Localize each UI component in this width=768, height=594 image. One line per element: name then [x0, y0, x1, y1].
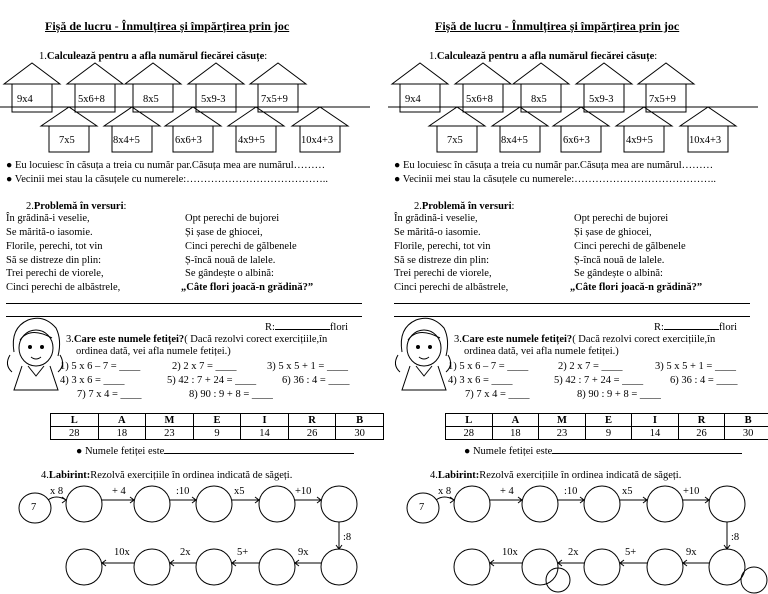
maze-start: 7: [419, 502, 425, 513]
op: 1) 5 x 6 – 7 = ____: [448, 361, 529, 372]
house-label: 8x5: [531, 94, 547, 105]
poem-line: Florile, perechi, tot vin: [6, 241, 103, 252]
code-letter: I: [241, 414, 289, 427]
poem-line: Se gândește o albină:: [185, 268, 274, 279]
poem-line: Să se distreze din plin:: [394, 255, 490, 266]
house-label: 8x4+5: [113, 135, 140, 146]
code-table: [50, 413, 384, 440]
ex1-heading: 1.Calculează pentru a afla numărul fiecărei căsuțe:: [39, 51, 268, 62]
ex4-heading: 4.Labirint:Rezolvă exercițiile în ordinea indicată de săgeți.: [41, 470, 293, 481]
house-label: 8x4+5: [501, 135, 528, 146]
poem-line: Cinci perechi de albăstrele,: [6, 282, 121, 293]
op: 7) 7 x 4 = ____: [77, 389, 142, 400]
code-letter: B: [336, 414, 384, 427]
ex1-line1: ● Eu locuiesc în căsuța a treia cu număr par.Căsuța mea are numărul………: [6, 160, 326, 171]
code-number: 30: [336, 427, 384, 440]
house-label: 7x5+9: [649, 94, 676, 105]
poem-line: Cinci perechi de gălbenele: [185, 241, 297, 252]
poem-question: „Câte flori joacă-n grădină?”: [570, 282, 703, 293]
poem-line: În grădină-i veselie,: [6, 213, 90, 224]
op: 6) 36 : 4 = ____: [670, 375, 738, 386]
maze-op: 10x: [114, 547, 130, 558]
code-letter: E: [585, 414, 631, 427]
answer-label: R: flori: [265, 322, 348, 333]
house-label: 10x4+3: [301, 135, 334, 146]
ex2-heading: 2.Problemă în versuri:: [26, 201, 127, 212]
maze-op: :8: [343, 532, 352, 543]
house-label: 7x5: [447, 135, 463, 146]
code-number: 23: [146, 427, 194, 440]
poem-line: Cinci perechi de gălbenele: [574, 241, 686, 252]
op: 8) 90 : 9 + 8 = ____: [189, 389, 273, 400]
maze-op: 2x: [180, 547, 191, 558]
house-label: 5x9-3: [589, 94, 614, 105]
house-label: 5x6+8: [466, 94, 493, 105]
maze-op: +10: [295, 486, 312, 497]
poem-line: Ș-încă nouă de lalele.: [185, 255, 276, 266]
maze-op: +10: [683, 486, 700, 497]
op: 4) 3 x 6 = ____: [448, 375, 513, 386]
op: 5) 42 : 7 + 24 = ____: [554, 375, 644, 386]
code-letter: A: [492, 414, 539, 427]
maze-start: 7: [31, 502, 37, 513]
code-number: 9: [193, 427, 241, 440]
maze-op: 9x: [298, 547, 309, 558]
maze-op: 5+: [625, 547, 637, 558]
house-label: 5x9-3: [201, 94, 226, 105]
answer-line: [6, 316, 362, 317]
answer-line: [6, 303, 362, 304]
op: 8) 90 : 9 + 8 = ____: [577, 389, 661, 400]
maze-op: :10: [176, 486, 190, 497]
code-letter: M: [539, 414, 586, 427]
code-letter: I: [632, 414, 679, 427]
ex3-heading: 3.Care este numele fetiței?( Dacă rezolvi corect exercițiile,în: [454, 334, 716, 345]
worksheet-title: Fișă de lucru - Înmulțirea și împărțirea prin joc: [435, 19, 680, 33]
maze-op: 5+: [237, 547, 249, 558]
op: 3) 5 x 5 + 1 = ____: [267, 361, 348, 372]
poem-line: Florile, perechi, tot vin: [394, 241, 491, 252]
worksheet-title: Fișă de lucru - Înmulțirea și împărțirea prin joc: [45, 19, 290, 33]
code-letter: R: [288, 414, 336, 427]
code-number: 14: [241, 427, 289, 440]
op: 2) 2 x 7 = ____: [558, 361, 623, 372]
code-letter: E: [193, 414, 241, 427]
poem-line: Se mărită-o iasomie.: [394, 227, 481, 238]
poem-question: „Câte flori joacă-n grădină?”: [181, 282, 314, 293]
code-number: 28: [446, 427, 493, 440]
worksheet-right: [388, 0, 768, 594]
ex3-instructions: ordinea dată, vei afla numele fetiței.): [464, 346, 619, 357]
house-label: 8x5: [143, 94, 159, 105]
ex1-line2: ● Vecinii mei stau la căsuțele cu numerele:…………………………………..: [6, 174, 328, 185]
code-letter: M: [146, 414, 194, 427]
code-table: [445, 413, 768, 440]
code-number: 14: [632, 427, 679, 440]
poem-line: Opt perechi de bujorei: [574, 213, 669, 224]
code-number: 26: [288, 427, 336, 440]
house-label: 10x4+3: [689, 135, 722, 146]
maze-op: 9x: [686, 547, 697, 558]
answer-line: [394, 303, 750, 304]
house-label: 4x9+5: [626, 135, 653, 146]
ex2-heading: 2.Problemă în versuri:: [414, 201, 515, 212]
ex3-instructions: ordinea dată, vei afla numele fetiței.): [76, 346, 231, 357]
ex1-line2: ● Vecinii mei stau la căsuțele cu numerele:…………………………………..: [394, 174, 716, 185]
poem-line: În grădină-i veselie,: [394, 213, 478, 224]
poem-line: Cinci perechi de albăstrele,: [394, 282, 509, 293]
code-letter: R: [678, 414, 725, 427]
code-number: 18: [98, 427, 146, 440]
ex4-heading: 4.Labirint:Rezolvă exercițiile în ordinea indicată de săgeți.: [430, 470, 682, 481]
poem-line: Și șase de ghiocei,: [574, 227, 652, 238]
op: 7) 7 x 4 = ____: [465, 389, 530, 400]
house-label: 5x6+8: [78, 94, 105, 105]
poem-line: Trei perechi de viorele,: [394, 268, 492, 279]
maze-op: + 4: [112, 486, 126, 497]
house-label: 6x6+3: [175, 135, 202, 146]
maze-op: x 8: [50, 486, 64, 497]
ex1-heading: 1.Calculează pentru a afla numărul fiecărei căsuțe:: [429, 51, 658, 62]
op: 1) 5 x 6 – 7 = ____: [60, 361, 141, 372]
code-letter: B: [725, 414, 768, 427]
maze-op: x 8: [438, 486, 452, 497]
maze-op: 2x: [568, 547, 579, 558]
maze-op: x5: [622, 486, 633, 497]
worksheet-graphics: [388, 0, 768, 594]
code-number: 30: [725, 427, 768, 440]
code-number: 9: [585, 427, 631, 440]
code-number: 26: [678, 427, 725, 440]
maze-op: x5: [234, 486, 245, 497]
house-label: 7x5: [59, 135, 75, 146]
op: 6) 36 : 4 = ____: [282, 375, 350, 386]
code-letter: A: [98, 414, 146, 427]
maze-op: :10: [564, 486, 578, 497]
answer-label: R: flori: [654, 322, 737, 333]
girl-illustration: [7, 318, 62, 390]
ex3-heading: 3.Care este numele fetiței?( Dacă rezolvi corect exercițiile,în: [66, 334, 328, 345]
poem-line: Opt perechi de bujorei: [185, 213, 280, 224]
poem-line: Se mărită-o iasomie.: [6, 227, 93, 238]
house-label: 4x9+5: [238, 135, 265, 146]
name-line: ● Numele fetiței este: [464, 444, 742, 458]
answer-line: [394, 316, 750, 317]
girl-illustration: [395, 318, 450, 390]
code-letter: L: [51, 414, 99, 427]
name-line: ● Numele fetiței este: [76, 444, 354, 458]
poem-line: Se gândește o albină:: [574, 268, 663, 279]
op: 3) 5 x 5 + 1 = ____: [655, 361, 736, 372]
house-label: 7x5+9: [261, 94, 288, 105]
ex1-line1: ● Eu locuiesc în căsuța a treia cu număr par.Căsuța mea are numărul………: [394, 160, 714, 171]
maze-graphics: [407, 486, 767, 593]
house-label: 9x4: [405, 94, 421, 105]
maze-graphics: [19, 486, 357, 585]
op: 5) 42 : 7 + 24 = ____: [167, 375, 257, 386]
poem-line: Trei perechi de viorele,: [6, 268, 104, 279]
op: 2) 2 x 7 = ____: [172, 361, 237, 372]
maze-op: + 4: [500, 486, 514, 497]
code-number: 23: [539, 427, 586, 440]
house-label: 6x6+3: [563, 135, 590, 146]
poem-line: Să se distreze din plin:: [6, 255, 102, 266]
maze-op: 10x: [502, 547, 518, 558]
maze-op: :8: [731, 532, 740, 543]
poem-line: Ș-încă nouă de lalele.: [574, 255, 665, 266]
op: 4) 3 x 6 = ____: [60, 375, 125, 386]
code-number: 18: [492, 427, 539, 440]
code-number: 28: [51, 427, 99, 440]
poem-line: Și șase de ghiocei,: [185, 227, 263, 238]
house-label: 9x4: [17, 94, 33, 105]
code-letter: L: [446, 414, 493, 427]
